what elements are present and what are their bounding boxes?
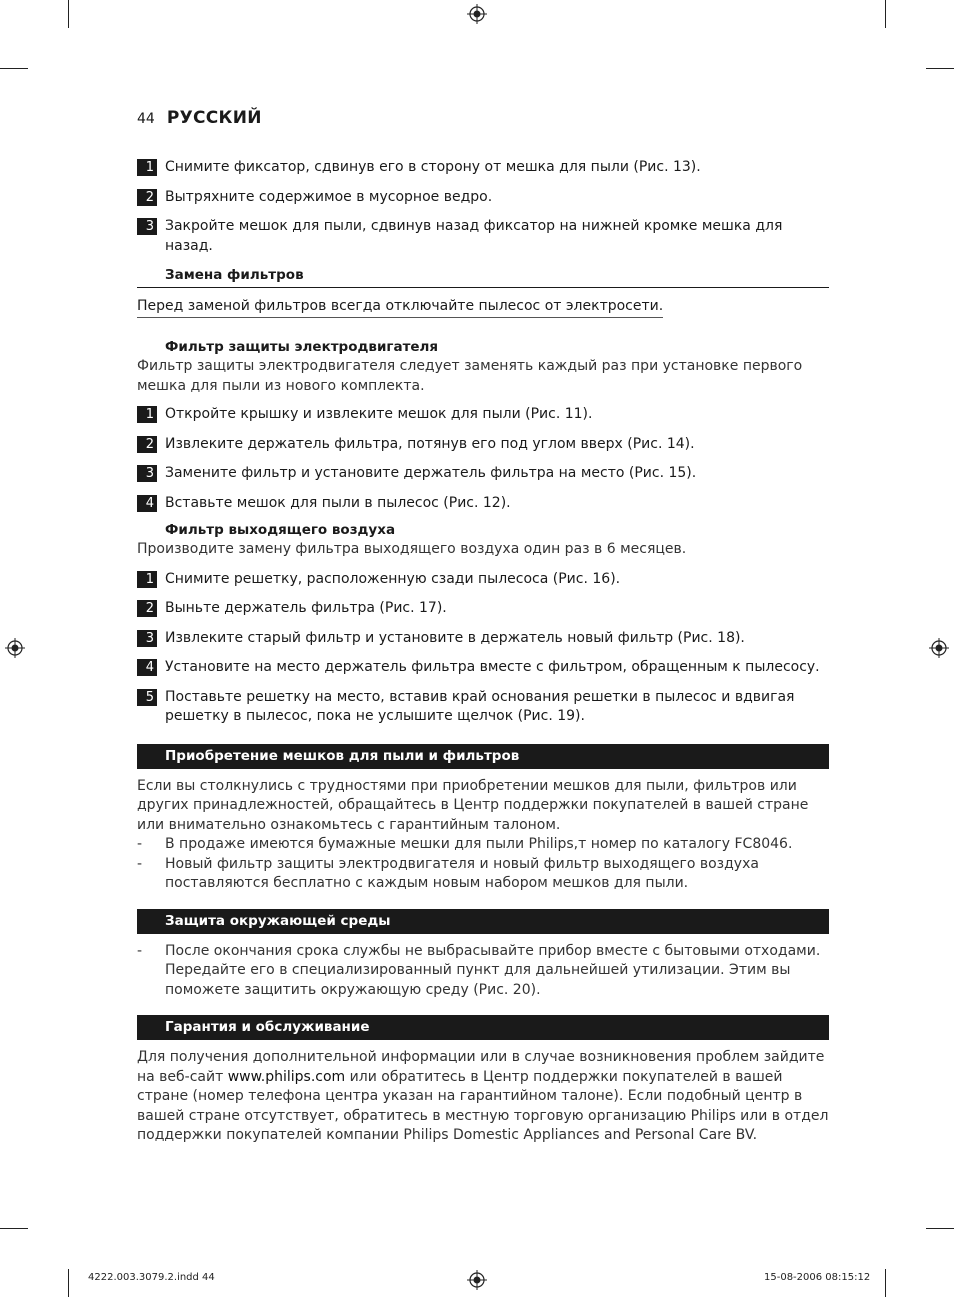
list-item: - После окончания срока службы не выбрасывайте прибор вместе с бытовыми отходами. Передайте его в специализированный пункт для дальнейшей утилизации. Этим вы поможете защитить окружающую среду (Рис. 20). — [137, 942, 829, 1001]
step-text: Извлеките держатель фильтра, потянув его под углом вверх (Рис. 14). — [165, 435, 695, 452]
section-subheading: Фильтр выходящего воздуха — [165, 522, 396, 538]
step-item — [137, 217, 829, 256]
step-text: Снимите решетку, расположенную сзади пылесоса (Рис. 16). — [165, 570, 621, 587]
page-content — [137, 158, 829, 1146]
section-heading-bar: Приобретение мешков для пыли и фильтров — [137, 744, 829, 769]
footer-timestamp: 15-08-2006 08:15:12 — [764, 1272, 871, 1283]
crop-mark — [68, 0, 69, 28]
step-number: 4 — [137, 495, 157, 512]
warning-text: Перед заменой фильтров всегда отключайте пылесос от электросети. — [137, 297, 663, 318]
step-item — [137, 629, 829, 649]
step-number: 5 — [137, 689, 157, 706]
step-number: 2 — [137, 600, 157, 617]
page-header — [137, 108, 262, 128]
step-item — [137, 658, 829, 678]
step-number: 2 — [137, 436, 157, 453]
footer-file-info: 4222.003.3079.2.indd 44 — [88, 1272, 215, 1283]
step-item — [137, 435, 829, 455]
step-text: Закройте мешок для пыли, сдвинув назад фиксатор на нижней кромке мешка для назад. — [165, 218, 783, 254]
step-item — [137, 188, 829, 208]
step-item — [137, 599, 829, 619]
step-text: Поставьте решетку на место, вставив край основания решетки в пылесос и вдвигая решетку в пылесос, пока не услышите щелчок (Рис. 19). — [165, 688, 795, 724]
step-text: Установите на место держатель фильтра вместе с фильтром, обращенным к пылесосу. — [165, 659, 820, 675]
step-number: 1 — [137, 571, 157, 588]
step-number: 2 — [137, 189, 157, 206]
step-item — [137, 688, 829, 727]
paragraph-text: или обратитесь в Центр поддержки покупателей в вашей стране (номер телефона центра указан на гарантийном талоне). Если подобный центр в вашей стране отсутствует, обратитесь в местную торговую организацию Philips или в отдел поддержки покупателей компании Philips Domestic Appliances and Personal Care BV. — [137, 1068, 829, 1143]
page-language-title: РУССКИЙ — [166, 108, 262, 128]
step-number: 3 — [137, 630, 157, 647]
step-text: Замените фильтр и установите держатель фильтра на место (Рис. 15). — [165, 465, 697, 481]
crop-mark — [926, 1228, 954, 1229]
section-heading-bar: Гарантия и обслуживание — [137, 1015, 829, 1040]
section-subheading: Замена фильтров — [137, 266, 829, 288]
registration-mark-icon — [5, 638, 25, 658]
step-number: 1 — [137, 406, 157, 423]
step-number: 1 — [137, 159, 157, 176]
crop-mark — [885, 0, 886, 28]
list-item-text: В продаже имеются бумажные мешки для пыли Philips,т номер по каталогу FC8046. — [165, 836, 793, 852]
page-number: 44 — [137, 111, 155, 127]
step-item — [137, 464, 829, 484]
step-number: 3 — [137, 465, 157, 482]
registration-mark-icon — [467, 1270, 487, 1290]
list-item: - Новый фильтр защиты электродвигателя и новый фильтр выходящего воздуха поставляются бесплатно с каждым новым набором мешков для пыли. — [137, 855, 829, 894]
step-text: Извлеките старый фильтр и установите в держатель новый фильтр (Рис. 18). — [165, 629, 745, 646]
step-text: Откройте крышку и извлеките мешок для пыли (Рис. 11). — [165, 406, 593, 422]
paragraph: Производите замену фильтра выходящего воздуха один раз в 6 месяцев. — [137, 541, 687, 557]
paragraph: Фильтр защиты электродвигателя следует заменять каждый раз при установке первого мешка для пыли из нового комплекта. — [137, 358, 803, 394]
registration-mark-icon — [929, 638, 949, 658]
step-text: Вставьте мешок для пыли в пылесос (Рис. 12). — [165, 494, 511, 511]
website-link[interactable]: www.philips.com — [227, 1068, 346, 1085]
crop-mark — [68, 1269, 69, 1297]
section-heading-bar: Защита окружающей среды — [137, 909, 829, 934]
paragraph: Если вы столкнулись с трудностями при приобретении мешков для пыли, фильтров или других принадлежностей, обращайтесь в Центр поддержки покупателей в вашей стране или внимательно ознакомьтесь с гарантийным талоном. — [137, 777, 809, 833]
step-text: Снимите фиксатор, сдвинув его в сторону от мешка для пыли (Рис. 13). — [165, 159, 701, 175]
list-item: - В продаже имеются бумажные мешки для пыли Philips,т номер по каталогу FC8046. — [137, 835, 829, 855]
crop-mark — [0, 68, 28, 69]
step-item — [137, 405, 829, 425]
section-subheading: Фильтр защиты электродвигателя — [165, 339, 439, 355]
crop-mark — [0, 1228, 28, 1229]
crop-mark — [926, 68, 954, 69]
list-item-text: После окончания срока службы не выбрасывайте прибор вместе с бытовыми отходами. Передайте его в специализированный пункт для дальнейшей утилизации. Этим вы поможете защитить окружающую среду (Рис. 20). — [165, 942, 821, 998]
step-item — [137, 158, 829, 178]
paragraph-text: Для получения дополнительной информации или в случае возникновения проблем зайдите на веб-сайт — [137, 1049, 825, 1085]
step-item — [137, 570, 829, 590]
registration-mark-icon — [467, 4, 487, 24]
paragraph — [137, 1048, 829, 1146]
list-item-text: Новый фильтр защиты электродвигателя и новый фильтр выходящего воздуха поставляются бесплатно с каждым новым набором мешков для пыли. — [165, 855, 759, 891]
step-text: Выньте держатель фильтра (Рис. 17). — [165, 600, 447, 616]
step-number: 4 — [137, 659, 157, 676]
step-text: Вытряхните содержимое в мусорное ведро. — [165, 188, 493, 205]
step-number: 3 — [137, 218, 157, 235]
crop-mark — [885, 1269, 886, 1297]
step-item — [137, 494, 829, 514]
